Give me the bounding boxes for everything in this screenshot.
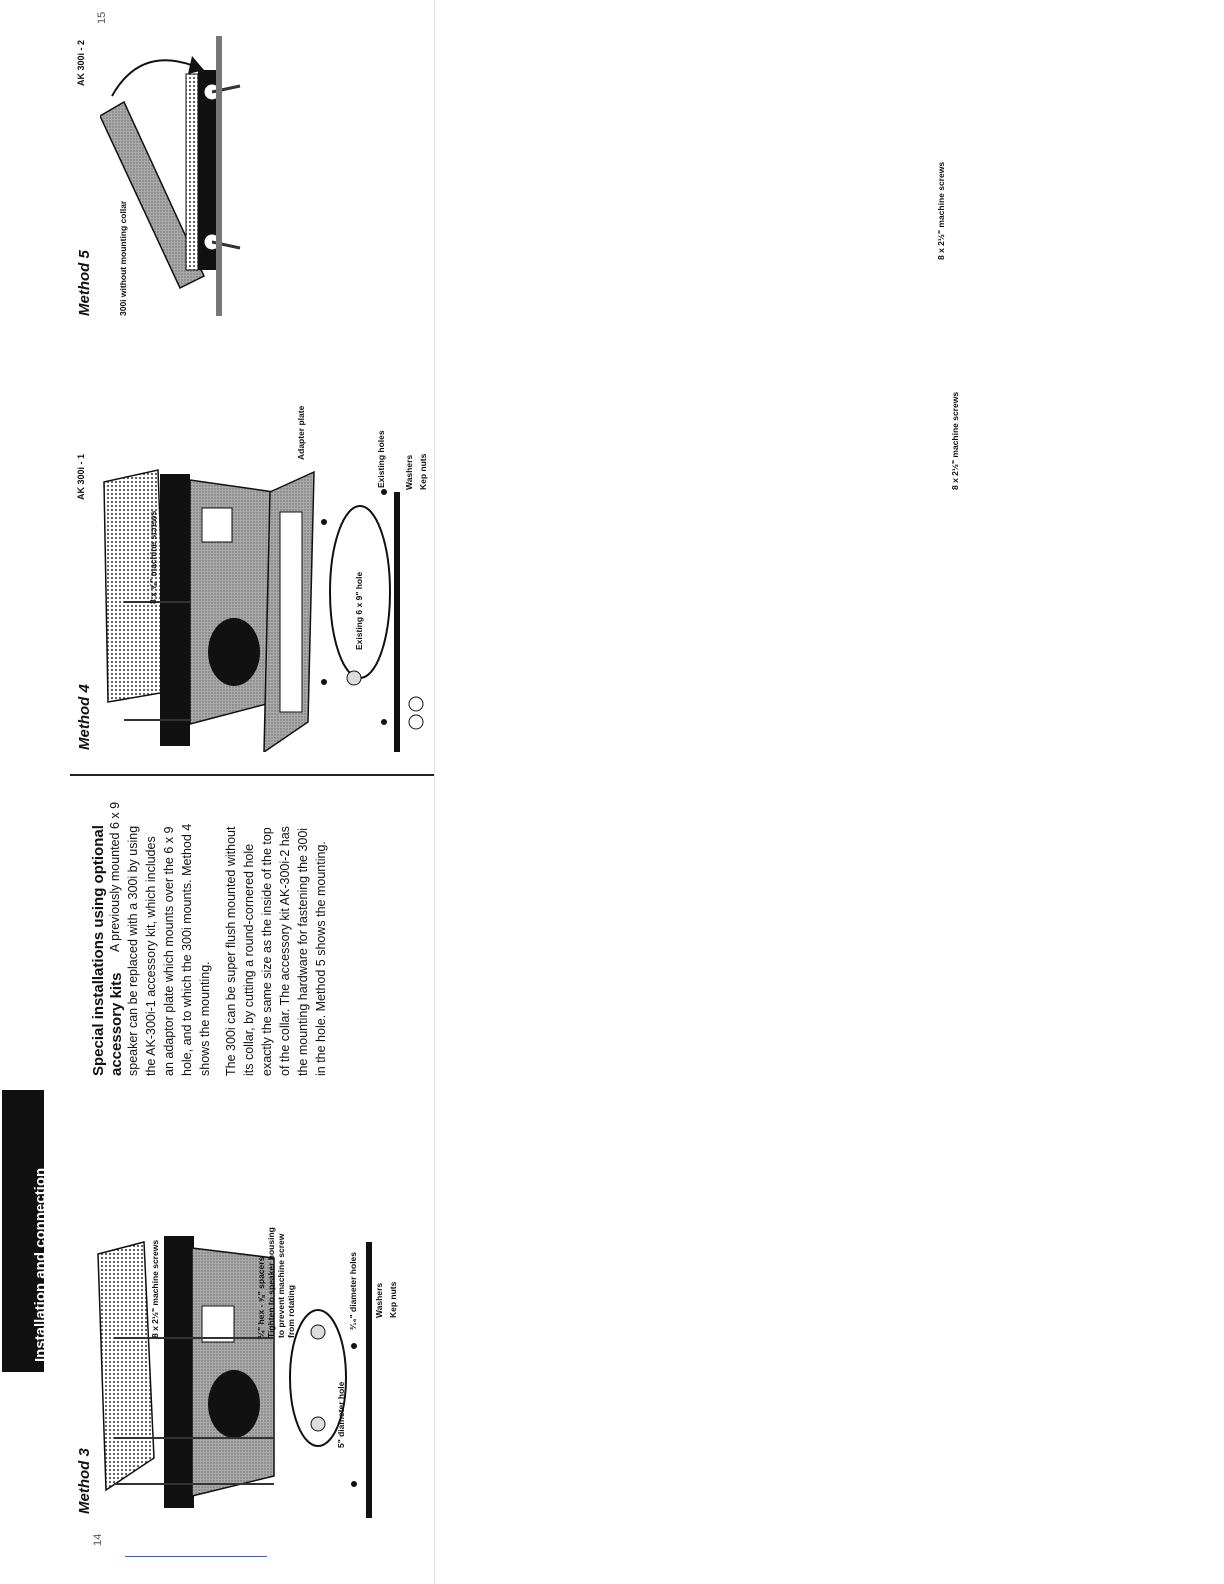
- method3-kep-nuts-label: Kep nuts: [388, 1281, 398, 1318]
- method3-small-hole: [351, 1343, 357, 1349]
- method3-small-hole: [351, 1481, 357, 1487]
- special-text-a-5: shows the mounting.: [198, 961, 212, 1076]
- method3-spacers-label: ¼" hex - ⅝" spacers: [256, 1256, 266, 1338]
- method3-grille: [98, 1242, 154, 1490]
- method5-panel: [216, 36, 222, 316]
- method5-machine-screws-label: 8 x 2½" machine screws: [936, 161, 946, 260]
- special-text-a-4: hole, and to which the 300i mounts. Method 4: [180, 823, 194, 1076]
- method4-speaker-frame: [160, 474, 190, 746]
- special-text-b-1: its collar, by cutting a round-cornered hole: [242, 843, 256, 1076]
- special-text-a-1: speaker can be replaced with a 300i by using: [126, 825, 140, 1076]
- special-text-b-5: in the hole. Method 5 shows the mounting.: [314, 841, 328, 1076]
- method4-adapter-window: [280, 512, 302, 712]
- special-text-b-2: exactly the same size as the inside of the top: [260, 827, 274, 1076]
- special-text-a-2: the AK-300i-1 accessory kit, which includes: [144, 836, 158, 1076]
- special-text-b-3: of the collar. The accessory kit AK-300i-2 has: [278, 826, 292, 1076]
- method3-spacers-label: from rotating: [286, 1285, 296, 1338]
- method4-kep-nuts-label: Kep nuts: [418, 453, 428, 490]
- section-banner-text: Installation and connection: [32, 1167, 49, 1362]
- method4-adapter-plate-label: Adapter plate: [296, 405, 306, 460]
- method3-spacers-label: Tighten to speaker housing: [266, 1227, 276, 1338]
- method3-illustration: [84, 1228, 384, 1518]
- method4-existing-hole-label: Existing 6 x 9" hole: [354, 571, 364, 650]
- method4-kit: AK 300i - 1: [76, 453, 86, 500]
- method3-hole-label: 5" diameter hole: [336, 1381, 346, 1448]
- special-text-a-0: A previously mounted 6 x 9: [108, 801, 122, 952]
- method5-no-collar-label: 300i without mounting collar: [118, 200, 128, 316]
- method4-washer-icon: [409, 697, 423, 711]
- method3-speaker-frame: [164, 1236, 194, 1508]
- method4-washer: [347, 671, 361, 685]
- method4-existing-hole-dot: [321, 679, 327, 685]
- method3-spacer: [311, 1325, 325, 1339]
- method3-machine-screws-label: 8 x 2½" machine screws: [150, 1239, 160, 1338]
- method4-machine-screws-label: 8 x 2½" machine screws: [950, 391, 960, 490]
- method4-existing-hole-dot: [381, 719, 387, 725]
- page-fold-divider: [434, 0, 435, 1584]
- special-text-a-3: an adaptor plate which mounts over the 6 x 9: [162, 826, 176, 1076]
- method4-small-screws-label: 8 x ⅝" machine screws: [148, 510, 158, 604]
- method4-kep-nut-icon: [409, 715, 423, 729]
- special-text-b-4: the mounting hardware for fastening the 300i: [296, 827, 310, 1076]
- special-heading: Special installations using optional: [90, 825, 107, 1076]
- method3-title: Method 3: [76, 1448, 93, 1514]
- method3-spacers-label: to prevent machine screw: [276, 1233, 286, 1338]
- special-text-b-0: The 300i can be super flush mounted without: [224, 826, 238, 1076]
- method5-title: Method 5: [76, 250, 93, 316]
- page-number-right: 15: [96, 11, 108, 24]
- method3-panel: [366, 1242, 372, 1518]
- cut-line: [70, 774, 434, 776]
- method5-arrow: [112, 60, 194, 96]
- method3-magnet: [208, 1370, 260, 1438]
- method4-terminal: [202, 508, 232, 542]
- special-heading-2: accessory kits: [108, 972, 125, 1076]
- method5-grille: [186, 74, 198, 270]
- method4-magnet: [208, 618, 260, 686]
- method3-spacer: [311, 1417, 325, 1431]
- method5-kit: AK 300i - 2: [76, 39, 86, 86]
- method4-existing-hole-dot: [381, 489, 387, 495]
- method4-existing-hole-dot: [321, 519, 327, 525]
- method3-terminal: [202, 1306, 234, 1342]
- method4-illustration: [94, 452, 434, 752]
- method4-title: Method 4: [76, 684, 93, 750]
- method3-washers-label: Washers: [374, 1282, 384, 1318]
- footer-rule: [125, 1556, 267, 1557]
- method4-washers-label: Washers: [404, 454, 414, 490]
- method4-existing-holes-label: Existing holes: [376, 430, 386, 488]
- method3-small-holes-label: ³⁄₁₆" diameter holes: [348, 1251, 358, 1330]
- method5-illustration: [100, 36, 434, 326]
- page-number-left: 14: [92, 1533, 104, 1546]
- method4-panel: [394, 492, 400, 752]
